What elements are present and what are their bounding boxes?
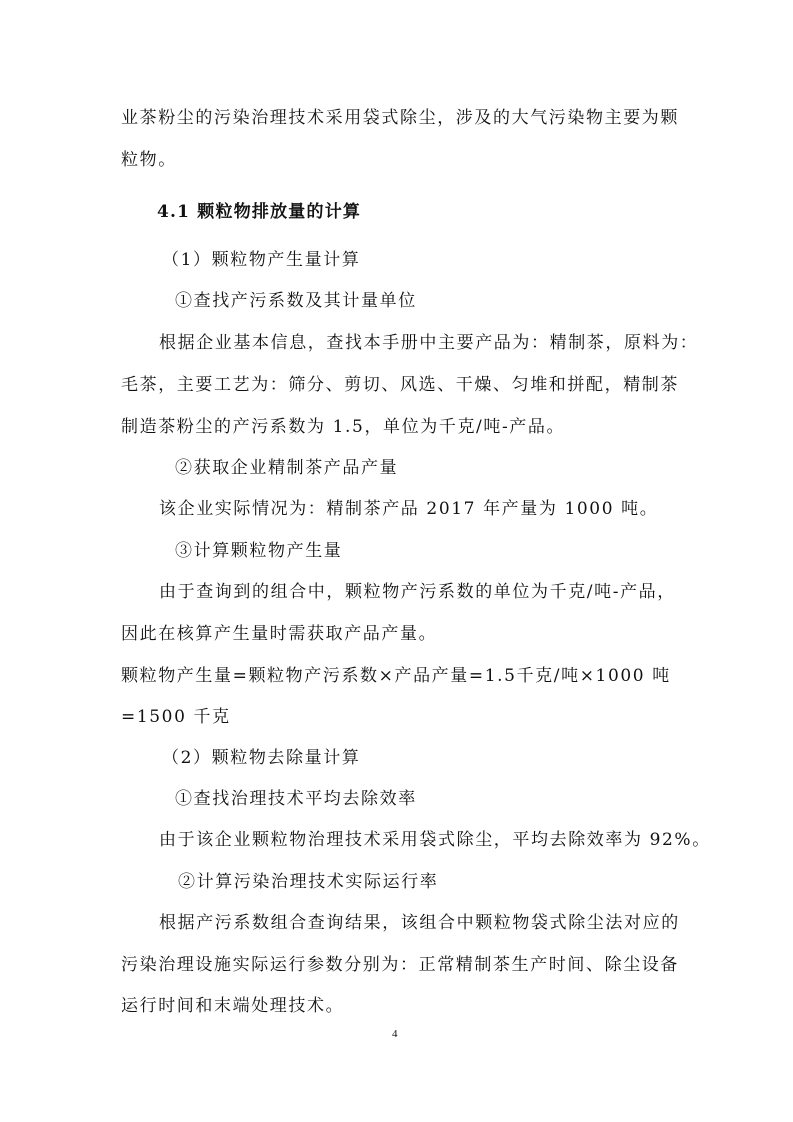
subsection-title: （1）颗粒物产生量计算 [162,250,361,270]
formula-line: =1500 千克 [121,707,231,727]
step-title: ③计算颗粒物产生量 [175,541,343,561]
paragraph-line: 由于查询到的组合中，颗粒物产污系数的单位为千克/吨-产品， [159,582,676,602]
paragraph-line: 根据产污系数组合查询结果，该组合中颗粒物袋式除尘法对应的 [159,913,680,933]
step-title: ①查找治理技术平均去除效率 [175,789,417,809]
paragraph-line: 由于该企业颗粒物治理技术采用袋式除尘，平均去除效率为 92%。 [159,830,711,850]
formula-line: 颗粒物产生量=颗粒物产污系数×产品产量=1.5千克/吨×1000 吨 [121,666,671,686]
paragraph-line: 污染治理设施实际运行参数分别为：正常精制茶生产时间、除尘设备 [121,955,679,975]
step-title: ②计算污染治理技术实际运行率 [178,872,439,892]
paragraph-line: 该企业实际情况为：精制茶产品 2017 年产量为 1000 吨。 [159,499,659,519]
paragraph-line: 毛茶，主要工艺为：筛分、剪切、风选、干燥、匀堆和拼配，精制茶 [121,375,679,395]
subsection-title: （2）颗粒物去除量计算 [162,748,361,768]
page-number: 4 [392,1028,398,1040]
paragraph-line: 运行时间和末端处理技术。 [121,996,345,1016]
paragraph-line: 因此在核算产生量时需获取产品产量。 [121,624,438,644]
step-title: ②获取企业精制茶产品产量 [175,458,399,478]
paragraph-line: 制造茶粉尘的产污系数为 1.5，单位为千克/吨-产品。 [121,417,566,437]
section-heading: 4.1 颗粒物排放量的计算 [157,202,362,222]
step-title: ①查找产污系数及其计量单位 [175,291,417,311]
paragraph-line: 粒物。 [121,150,177,170]
paragraph-line: 根据企业基本信息，查找本手册中主要产品为：精制茶，原料为： [159,333,699,353]
paragraph-line: 业茶粉尘的污染治理技术采用袋式除尘，涉及的大气污染物主要为颗 [121,108,679,128]
